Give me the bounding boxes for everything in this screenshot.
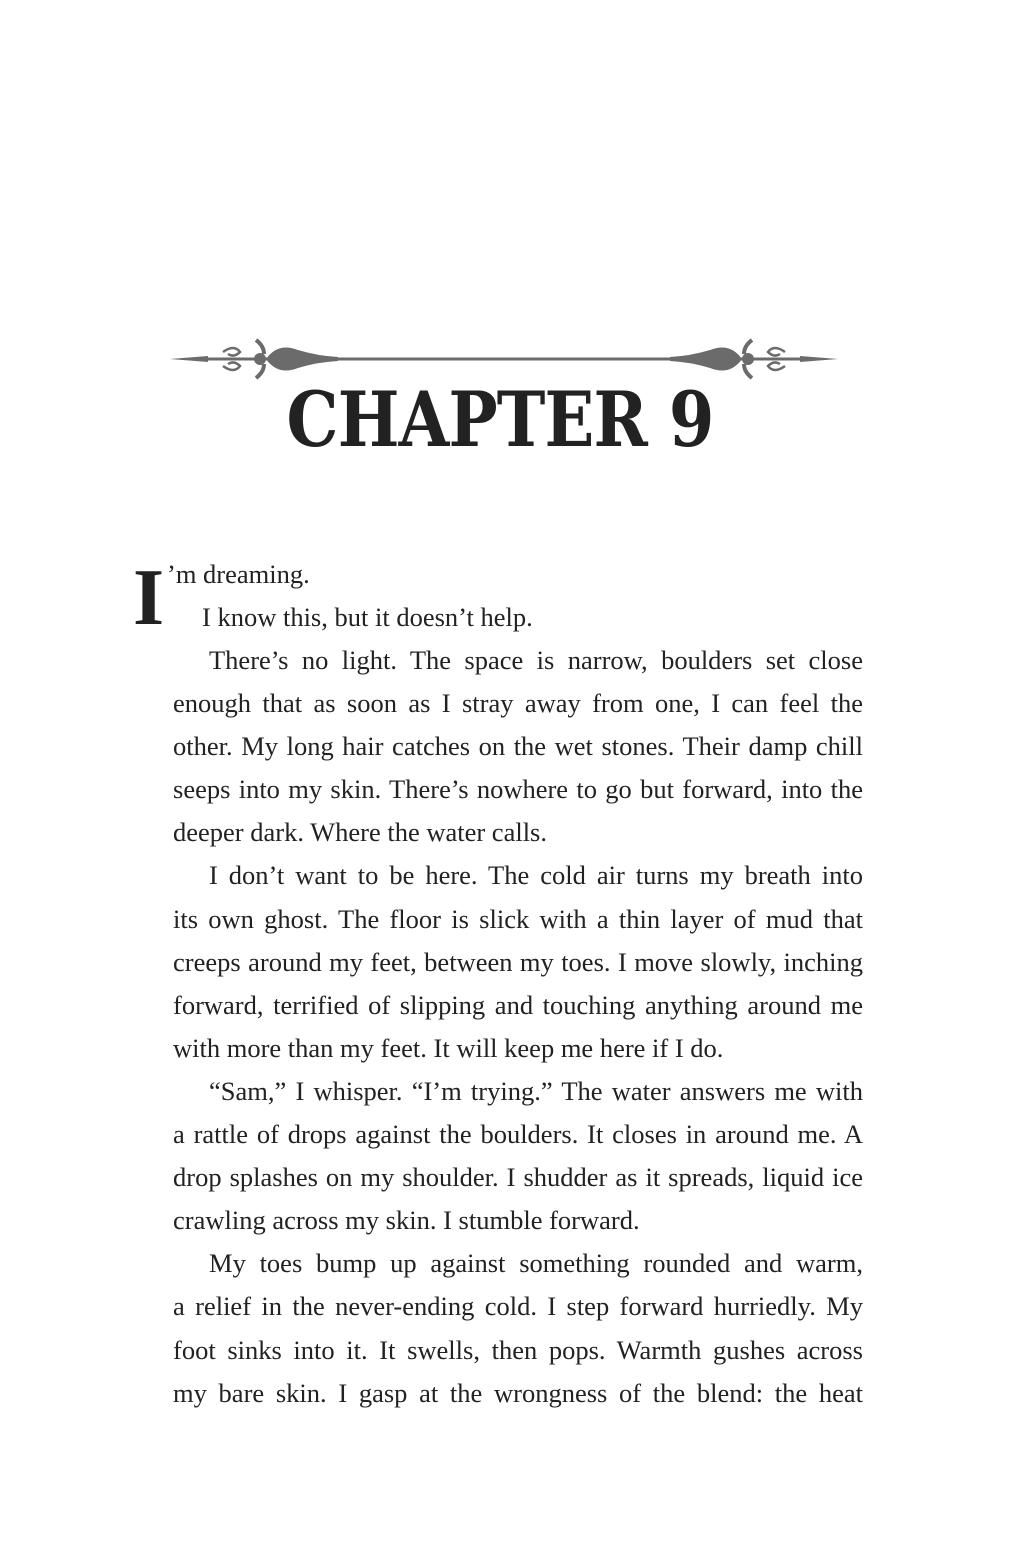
chapter-title: CHAPTER 9 bbox=[286, 375, 714, 464]
text-line: its own ghost. The floor is slick with a thin layer of mud that bbox=[173, 903, 863, 934]
text-line: other. My long hair catches on the wet stones. Their damp chill bbox=[173, 731, 863, 762]
text-line: enough that as soon as I stray away from one, I can feel the bbox=[173, 688, 863, 719]
text-line: drop splashes on my shoulder. I shudder as it spreads, liquid ice bbox=[173, 1162, 863, 1193]
text-line: foot sinks into it. It swells, then pops. Warmth gushes across bbox=[173, 1334, 863, 1365]
text-line: “Sam,” I whisper. “I’m trying.” The water answers me with bbox=[209, 1075, 863, 1106]
text-line: creeps around my feet, between my toes. I move slowly, inching bbox=[173, 946, 863, 977]
opening-lines bbox=[167, 553, 867, 639]
text-line: deeper dark. Where the water calls. bbox=[173, 817, 547, 848]
text-line: with more than my feet. It will keep me here if I do. bbox=[173, 1032, 724, 1063]
text-line: I don’t want to be here. The cold air turns my breath into bbox=[209, 860, 863, 891]
opening-line: I know this, but it doesn’t help. bbox=[202, 602, 533, 633]
text-line: a relief in the never-ending cold. I step forward hurriedly. My bbox=[173, 1291, 863, 1322]
text-line: There’s no light. The space is narrow, boulders set close bbox=[209, 645, 863, 675]
text-line: seeps into my skin. There’s nowhere to go but forward, into the bbox=[173, 774, 863, 805]
paragraph bbox=[137, 1242, 863, 1414]
drop-cap: I bbox=[133, 554, 165, 642]
paragraph bbox=[137, 639, 863, 854]
paragraph bbox=[137, 1070, 863, 1242]
opening-line: ’m dreaming. bbox=[167, 559, 310, 589]
paragraph bbox=[137, 854, 863, 1069]
text-line: forward, terrified of slipping and touching anything around me bbox=[173, 989, 863, 1020]
body-text bbox=[137, 639, 863, 1415]
text-line: My toes bump up against something rounded and warm, bbox=[209, 1248, 863, 1279]
text-line: a rattle of drops against the boulders. It closes in around me. A bbox=[173, 1119, 863, 1150]
text-line: my bare skin. I gasp at the wrongness of the blend: the heat bbox=[173, 1377, 863, 1408]
text-line: crawling across my skin. I stumble forward. bbox=[173, 1205, 640, 1236]
